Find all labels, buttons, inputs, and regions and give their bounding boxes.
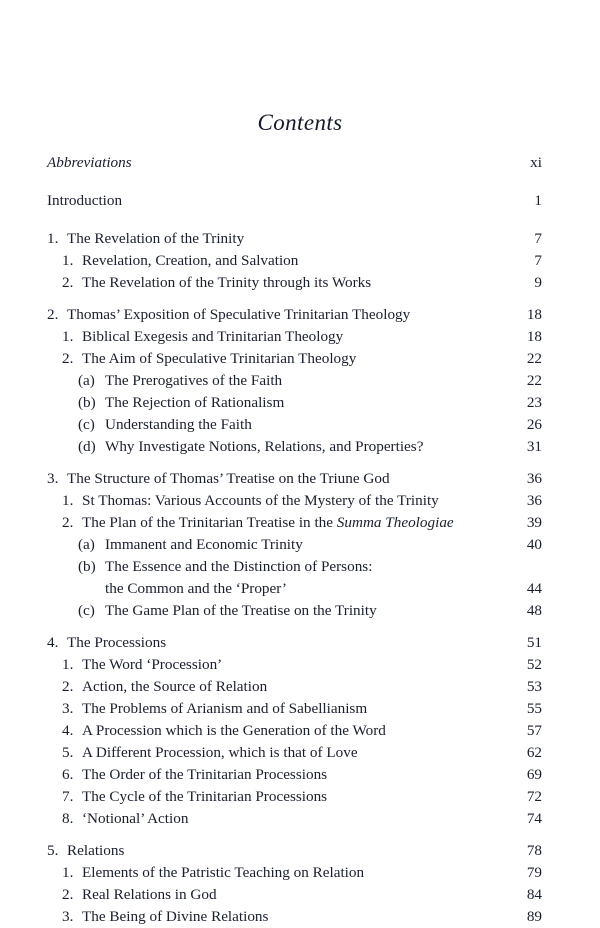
toc-entry-number: 6.	[62, 766, 74, 783]
toc-entry-title: A Different Procession, which is that of Love	[82, 744, 358, 761]
toc-entry-title: The Game Plan of the Treatise on the Trinity	[105, 602, 377, 619]
toc-entry-page-number: 52	[526, 656, 542, 673]
toc-entry-label	[47, 468, 390, 490]
toc-chapter-entry[interactable]	[47, 840, 542, 862]
toc-list	[47, 152, 542, 928]
toc-entry-title: Introduction	[47, 192, 123, 209]
toc-entry-label	[78, 436, 423, 458]
toc-entry-label	[62, 786, 327, 808]
toc-entry-number: 1.	[62, 864, 74, 881]
toc-section-entry[interactable]	[47, 884, 542, 906]
toc-entry-page-number: 1	[534, 192, 542, 209]
toc-entry-number: 3.	[62, 700, 74, 717]
toc-entry-title: The Word ‘Procession’	[82, 656, 223, 673]
toc-entry-number: 1.	[62, 328, 74, 345]
toc-front-matter-entry[interactable]	[47, 190, 542, 212]
toc-chapter-group	[47, 304, 542, 458]
toc-entry-label	[47, 228, 244, 250]
toc-entry-page-number: 36	[526, 470, 542, 487]
toc-entry-label	[47, 190, 122, 212]
toc-entry-page-number: 72	[526, 788, 542, 805]
toc-entry-page-number: 55	[526, 700, 542, 717]
toc-entry-page-number: 18	[526, 306, 542, 323]
toc-entry-number: 2.	[47, 306, 59, 323]
toc-entry-title: the Common and the ‘Proper’	[105, 580, 287, 597]
toc-section-entry[interactable]	[47, 742, 542, 764]
toc-entry-number: 1.	[47, 230, 59, 247]
toc-entry-number: 2.	[62, 350, 74, 367]
toc-entry-page-number: 62	[526, 744, 542, 761]
toc-entry-title: Understanding the Faith	[105, 416, 252, 433]
toc-entry-number: 2.	[62, 886, 74, 903]
toc-entry-number: (b)	[78, 394, 96, 411]
toc-subsection-entry[interactable]	[47, 436, 542, 458]
toc-entry-page-number: 84	[526, 886, 542, 903]
toc-entry-title: Abbreviations	[47, 154, 132, 171]
toc-entry-label	[78, 370, 282, 392]
toc-entry-page-number: 44	[526, 580, 542, 597]
toc-entry-page-number: 51	[526, 634, 542, 651]
toc-entry-number: 8.	[62, 810, 74, 827]
toc-entry-title: The Structure of Thomas’ Treatise on the Triune God	[67, 470, 390, 487]
toc-entry-label	[62, 676, 267, 698]
toc-entry-number: 1.	[62, 252, 74, 269]
toc-subsection-entry[interactable]	[47, 556, 542, 578]
toc-entry-number: 2.	[62, 274, 74, 291]
toc-subsection-entry[interactable]	[47, 600, 542, 622]
toc-section-entry[interactable]	[47, 720, 542, 742]
toc-entry-number: 1.	[62, 492, 74, 509]
toc-entry-label	[47, 632, 166, 654]
toc-entry-title: The Order of the Trinitarian Processions	[82, 766, 328, 783]
toc-entry-number: 3.	[47, 470, 59, 487]
toc-chapter-group	[47, 228, 542, 294]
toc-entry-number: 2.	[62, 514, 74, 531]
toc-entry-title: The Revelation of the Trinity	[67, 230, 245, 247]
toc-entry-number: 2.	[62, 678, 74, 695]
toc-entry-number: (a)	[78, 372, 95, 389]
toc-entry-title: The Essence and the Distinction of Persons:	[105, 558, 373, 575]
toc-front-matter-group	[47, 190, 542, 212]
toc-entry-number: 4.	[62, 722, 74, 739]
toc-section-entry[interactable]	[47, 490, 542, 512]
toc-entry-number: (a)	[78, 536, 95, 553]
toc-entry-title: Why Investigate Notions, Relations, and Properties?	[105, 438, 424, 455]
toc-entry-title: The Problems of Arianism and of Sabellianism	[82, 700, 368, 717]
toc-entry-title: Thomas’ Exposition of Speculative Trinitarian Theology	[67, 306, 411, 323]
toc-entry-page-number: 79	[526, 864, 542, 881]
toc-entry-label	[62, 272, 371, 294]
toc-entry-label	[47, 304, 410, 326]
toc-entry-page-number: 36	[526, 492, 542, 509]
toc-entry-label	[62, 808, 188, 830]
toc-entry-number: 1.	[62, 656, 74, 673]
toc-chapter-entry[interactable]	[47, 632, 542, 654]
toc-subsection-entry[interactable]	[47, 392, 542, 414]
toc-entry-page-number: 26	[526, 416, 542, 433]
toc-entry-page-number: 7	[534, 230, 542, 247]
toc-entry-number: (d)	[78, 438, 96, 455]
toc-entry-title: The Revelation of the Trinity through its Works	[82, 274, 372, 291]
toc-entry-page-number: 89	[526, 908, 542, 925]
toc-entry-page-number: 39	[526, 514, 542, 531]
toc-chapter-entry[interactable]	[47, 304, 542, 326]
toc-entry-number: 5.	[62, 744, 74, 761]
toc-entry-title: The Being of Divine Relations	[82, 908, 269, 925]
toc-chapter-group	[47, 632, 542, 830]
page-title: Contents	[257, 110, 343, 135]
toc-entry-label	[78, 556, 372, 578]
toc-entry-title: Revelation, Creation, and Salvation	[82, 252, 299, 269]
toc-entry-page-number: 57	[526, 722, 542, 739]
toc-entry-title-part: The Plan of the Trinitarian Treatise in the	[82, 514, 337, 531]
toc-section-entry[interactable]	[47, 512, 542, 534]
toc-entry-label	[62, 720, 386, 742]
toc-entry-title: St Thomas: Various Accounts of the Mystery of the Trinity	[82, 492, 439, 509]
toc-entry-title: The Prerogatives of the Faith	[105, 372, 283, 389]
toc-entry-page-number: 22	[526, 350, 542, 367]
toc-entry-title: The Processions	[67, 634, 167, 651]
toc-chapter-entry[interactable]	[47, 468, 542, 490]
toc-chapter-group	[47, 840, 542, 928]
toc-subsection-entry[interactable]	[47, 370, 542, 392]
toc-entry-page-number: 9	[534, 274, 542, 291]
toc-subsection-entry[interactable]	[47, 414, 542, 436]
toc-entry-title: The Cycle of the Trinitarian Processions	[82, 788, 328, 805]
toc-entry-page-number: 78	[526, 842, 542, 859]
toc-entry-page-number: 40	[526, 536, 542, 553]
toc-section-entry[interactable]	[47, 808, 542, 830]
toc-entry-number: (c)	[78, 602, 95, 619]
toc-entry-label	[78, 392, 284, 414]
toc-entry-label	[47, 840, 124, 862]
toc-entry-title-part: Summa Theologiae	[336, 514, 454, 531]
toc-section-entry[interactable]	[47, 326, 542, 348]
toc-entry-label	[62, 490, 439, 512]
toc-entry-page-number: xi	[530, 154, 542, 171]
toc-entry-page-number: 69	[526, 766, 542, 783]
toc-entry-number: (b)	[78, 558, 96, 575]
toc-entry-label	[62, 764, 327, 786]
toc-entry-label	[62, 512, 454, 534]
toc-entry-label	[105, 578, 287, 600]
toc-section-entry[interactable]	[47, 698, 542, 720]
toc-entry-number: 5.	[47, 842, 59, 859]
toc-section-entry[interactable]	[47, 676, 542, 698]
toc-entry-label	[78, 600, 377, 622]
toc-section-entry[interactable]	[47, 250, 542, 272]
toc-entry-title: The Rejection of Rationalism	[105, 394, 285, 411]
toc-entry-title: The Aim of Speculative Trinitarian Theology	[82, 350, 357, 367]
toc-front-matter-entry[interactable]	[47, 152, 542, 174]
toc-entry-label	[62, 862, 364, 884]
toc-entry-title: Real Relations in God	[82, 886, 217, 903]
toc-entry-page-number: 53	[526, 678, 542, 695]
toc-section-entry[interactable]	[47, 862, 542, 884]
toc-section-entry[interactable]	[47, 764, 542, 786]
toc-entry-number: (c)	[78, 416, 95, 433]
toc-entry-label	[78, 414, 252, 436]
toc-entry-label	[62, 348, 356, 370]
toc-entry-title: Action, the Source of Relation	[82, 678, 268, 695]
toc-section-entry[interactable]	[47, 654, 542, 676]
toc-entry-number: 7.	[62, 788, 74, 805]
toc-entry-page-number: 74	[526, 810, 542, 827]
toc-entry-page-number: 7	[534, 252, 542, 269]
toc-entry-number: 4.	[47, 634, 59, 651]
toc-entry-label	[62, 326, 343, 348]
toc-entry-page-number: 23	[526, 394, 542, 411]
toc-entry-page-number: 18	[526, 328, 542, 345]
toc-entry-label	[62, 742, 358, 764]
toc-entry-title: Relations	[67, 842, 125, 859]
toc-entry-page-number: 22	[526, 372, 542, 389]
toc-entry-title: A Procession which is the Generation of the Word	[82, 722, 386, 739]
toc-chapter-entry[interactable]	[47, 228, 542, 250]
toc-subsection-entry[interactable]	[47, 534, 542, 556]
toc-entry-title: Biblical Exegesis and Trinitarian Theology	[82, 328, 344, 345]
toc-entry-title: ‘Notional’ Action	[82, 810, 189, 827]
toc-entry-label	[47, 152, 132, 174]
toc-section-entry[interactable]	[47, 272, 542, 294]
toc-entry-label	[62, 250, 298, 272]
toc-entry-page-number: 48	[526, 602, 542, 619]
toc-section-entry[interactable]	[47, 906, 542, 928]
toc-front-matter-group	[47, 152, 542, 174]
toc-entry-title: Immanent and Economic Trinity	[105, 536, 303, 553]
toc-section-entry[interactable]	[47, 786, 542, 808]
toc-entry-number: 3.	[62, 908, 74, 925]
toc-entry-label	[62, 884, 217, 906]
toc-entry-label	[62, 698, 367, 720]
toc-subsection-continuation[interactable]	[47, 578, 542, 600]
toc-entry-label	[62, 654, 222, 676]
toc-chapter-group	[47, 468, 542, 622]
toc-section-entry[interactable]	[47, 348, 542, 370]
toc-entry-label	[62, 906, 268, 928]
toc-entry-page-number: 31	[526, 438, 542, 455]
toc-entry-label	[78, 534, 303, 556]
toc-entry-title: Elements of the Patristic Teaching on Relation	[82, 864, 365, 881]
